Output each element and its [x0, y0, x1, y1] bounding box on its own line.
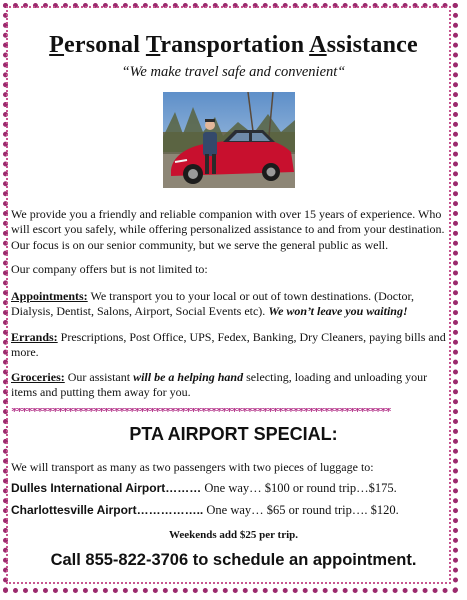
- errands-text: Prescriptions, Post Office, UPS, Fedex, Banking, Dry Cleaners, paying bills and more.: [11, 330, 446, 360]
- tagline: “We make travel safe and convenient“: [121, 64, 346, 80]
- intro-paragraph: We provide you a friendly and reliable companion with over 15 years of experience. Who will escort you safely, while offering personalized assistance to and from your destination. Our focus is on our senior community, but we serve the general public as well.: [11, 207, 445, 252]
- title-cap-a: A: [309, 32, 327, 58]
- route-dulles-airport: Dulles International Airport………: [11, 481, 202, 495]
- appointments-emphasis: We won’t leave you waiting!: [268, 304, 408, 319]
- star-separator: **************************************************************************: [11, 408, 391, 416]
- appointments-text: We transport you to your local or out of town destinations. (Doctor, Dialysis, Dentist, Salons, Airport, Social Events etc).: [11, 289, 414, 319]
- route-charlottesville: [11, 503, 451, 518]
- route-dulles: [11, 481, 451, 496]
- title-rest-2: ransportation: [160, 32, 310, 58]
- airport-special-title: PTA AIRPORT SPECIAL:: [129, 424, 338, 444]
- groceries-label: Groceries:: [11, 370, 65, 384]
- service-errands: [11, 330, 447, 361]
- groceries-text-after: selecting, loading and unloading your items and putting them away for you.: [11, 370, 428, 400]
- appointments-label: Appointments:: [11, 289, 88, 303]
- title-cap-p: P: [49, 32, 65, 58]
- groceries-text-before: Our assistant: [64, 370, 134, 384]
- title-rest-3: ssistance: [326, 32, 418, 58]
- route-charlottesville-airport: Charlottesville Airport……………..: [11, 503, 204, 517]
- title-rest-1: ersonal: [64, 32, 146, 58]
- errands-label: Errands:: [11, 330, 58, 344]
- weekend-note: Weekends add $25 per trip.: [168, 529, 299, 541]
- offers-intro: Our company offers but is not limited to:: [11, 262, 208, 276]
- service-appointments: [11, 289, 447, 320]
- title-cap-t: T: [145, 32, 161, 58]
- driver-car-photo: [163, 92, 295, 188]
- call-to-action: Call 855-822-3706 to schedule an appointment.: [50, 551, 417, 569]
- page-title: [0, 32, 467, 59]
- photo-illustration: [163, 92, 295, 188]
- airport-special-intro: We will transport as many as two passengers with two pieces of luggage to:: [11, 460, 374, 474]
- route-charlottesville-price: One way… $65 or round trip…. $120.: [203, 503, 399, 517]
- route-dulles-price: One way… $100 or round trip…$175.: [201, 481, 397, 495]
- service-groceries: [11, 370, 447, 401]
- groceries-emphasis: will be a helping hand: [133, 370, 244, 384]
